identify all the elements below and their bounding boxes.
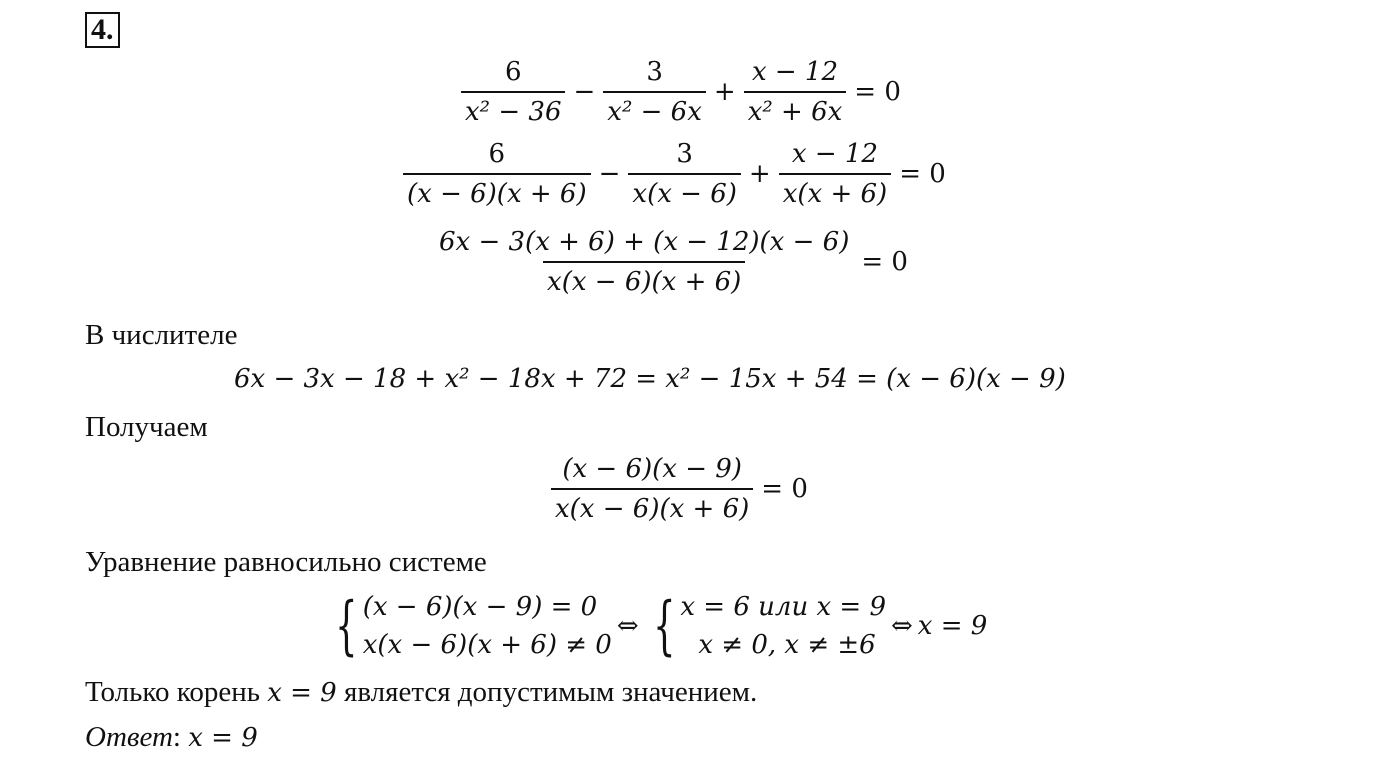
system-right — [644, 588, 886, 664]
denominator: x² + 6x — [744, 91, 847, 128]
operator: − — [573, 77, 596, 107]
fraction — [403, 138, 591, 210]
denominator: x² − 6x — [603, 91, 706, 128]
answer-colon: : — [172, 721, 181, 753]
text-fragment: Только корень — [85, 676, 260, 708]
equivalence-arrow: ⇔ — [616, 611, 639, 641]
numerator: 6x − 3(x + 6) + (x − 12)(x − 6) — [439, 227, 850, 257]
left-brace-icon: { — [652, 589, 676, 663]
text-only-root — [85, 675, 757, 710]
equation-simplified — [548, 453, 813, 525]
equation-common-denominator — [432, 226, 913, 298]
system-result: x = 9 — [917, 611, 988, 641]
system-line: x ≠ 0, x ≠ ±6 — [698, 630, 876, 660]
numerator: 3 — [646, 57, 663, 87]
operator: + — [713, 77, 736, 107]
system-line: (x − 6)(x − 9) = 0 — [362, 592, 598, 622]
operator: − — [598, 159, 621, 189]
fraction — [744, 56, 847, 128]
text-system: Уравнение равносильно системе — [85, 546, 487, 578]
denominator: x(x − 6) — [628, 173, 740, 210]
equals-zero: = 0 — [899, 159, 946, 189]
text-numerator: В числителе — [85, 319, 238, 351]
numerator: x − 12 — [791, 139, 878, 169]
denominator: (x − 6)(x + 6) — [403, 173, 591, 210]
equivalence-arrow: ⇔ — [891, 611, 913, 641]
denominator: x(x + 6) — [779, 173, 891, 210]
numerator: 3 — [676, 139, 693, 169]
numerator: (x − 6)(x − 9) — [562, 454, 742, 484]
numerator: 6 — [488, 139, 506, 169]
equals-zero: = 0 — [854, 77, 901, 107]
denominator: x(x − 6)(x + 6) — [551, 488, 753, 525]
fraction — [435, 226, 853, 298]
inline-math: x = 9 — [267, 678, 337, 708]
answer-value: x = 9 — [188, 723, 258, 753]
denominator: x(x − 6)(x + 6) — [543, 261, 745, 298]
fraction — [779, 138, 891, 210]
system-line: x(x − 6)(x + 6) ≠ 0 — [362, 630, 612, 660]
equals-zero: = 0 — [761, 474, 808, 504]
text-fragment: является допустимым значением. — [343, 676, 758, 708]
system-left — [326, 588, 612, 664]
problem-number: 4. — [85, 12, 120, 48]
numerator: 6 — [504, 57, 522, 87]
equation-factored-denominators — [400, 138, 951, 210]
equation-original — [458, 56, 906, 128]
system-of-conditions — [326, 588, 987, 664]
fraction — [603, 56, 706, 128]
fraction — [461, 56, 565, 128]
fraction — [551, 453, 753, 525]
answer-label: Ответ — [85, 721, 173, 753]
numerator: x − 12 — [751, 57, 839, 87]
fraction — [628, 138, 740, 210]
left-brace-icon: { — [335, 589, 358, 663]
operator: + — [748, 159, 771, 189]
answer-line — [85, 720, 258, 755]
numerator-expansion: 6x − 3x − 18 + x² − 18x + 72 = x² − 15x + 54 = (x − 6)(x − 9) — [234, 364, 1066, 394]
equals-zero: = 0 — [861, 247, 908, 277]
denominator: x² − 36 — [461, 91, 565, 128]
text-obtain: Получаем — [85, 411, 208, 443]
system-line: x = 6 или x = 9 — [680, 592, 886, 622]
